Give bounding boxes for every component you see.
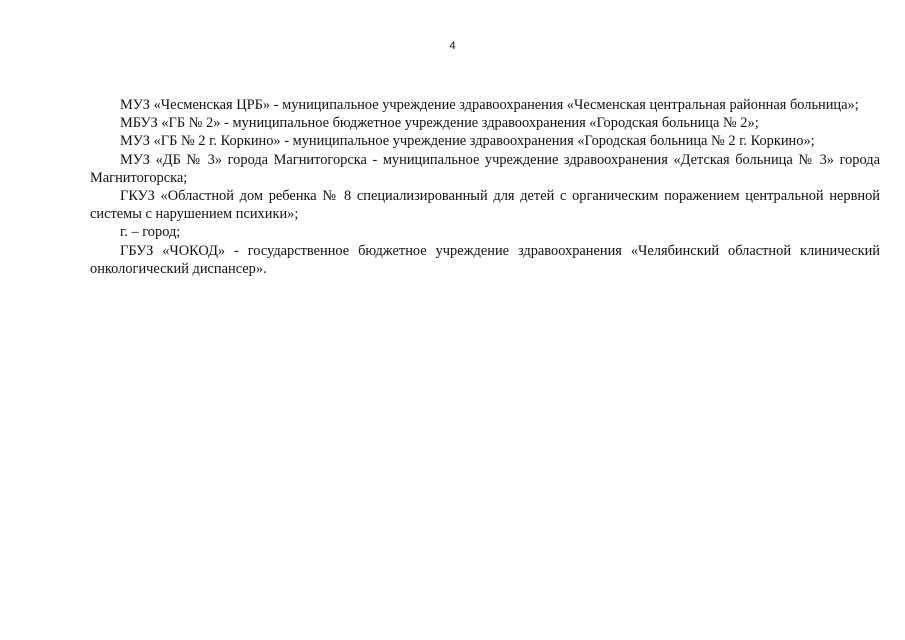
page-number: 4 [449,40,456,52]
abbreviation-entry-chokod: ГБУЗ «ЧОКОД» - государственное бюджетное учреждение здравоохранения «Челябинский областной клинический онкологический диспансер». [90,242,880,277]
abbreviations-list [90,96,880,278]
abbreviation-entry-db3-magnitogorsk: МУЗ «ДБ № 3» города Магнитогорска - муниципальное учреждение здравоохранения «Детская больница № 3» города Магнитогорска; [90,151,880,186]
abbreviation-entry-children-home-8: ГКУЗ «Областной дом ребенка № 8 специализированный для детей с органическим поражением центральной нервной системы с нарушением психики»; [90,188,880,223]
abbreviation-entry-city: г. – город; [120,224,181,241]
abbreviation-entry-chesma-crb: МУЗ «Чесменская ЦРБ» - муниципальное учреждение здравоохранения «Чесменская центральная районная больница»; [120,97,859,113]
abbreviation-entry-gb2-korkino: МУЗ «ГБ № 2 г. Коркино» - муниципальное учреждение здравоохранения «Городская больница № 2 г. Коркино»; [120,133,815,150]
abbreviation-entry-gb2: МБУЗ «ГБ № 2» - муниципальное бюджетное учреждение здравоохранения «Городская больница № 2»; [120,115,759,132]
